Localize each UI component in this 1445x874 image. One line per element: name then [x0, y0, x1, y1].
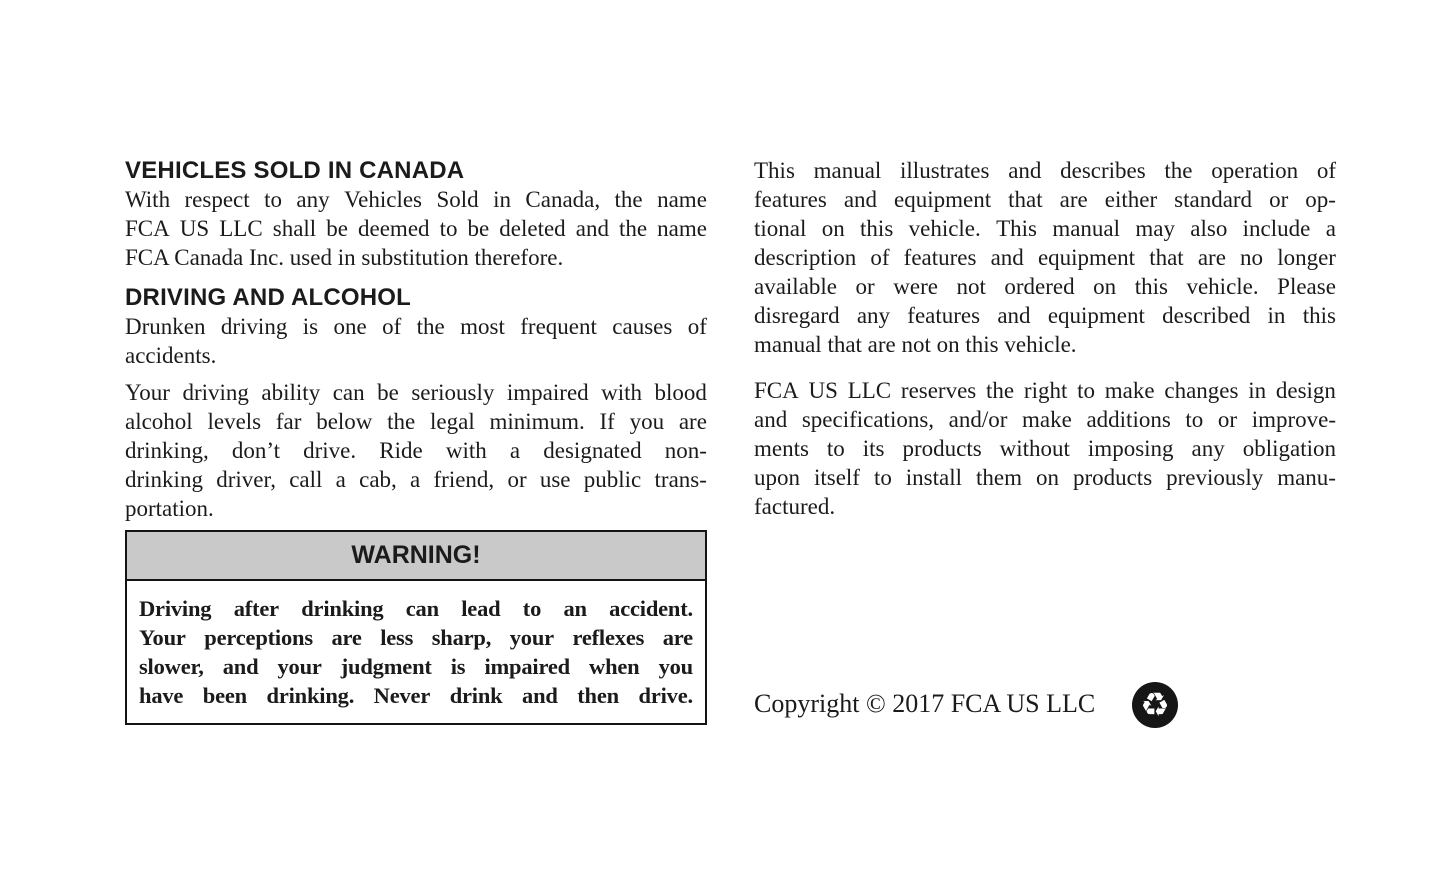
text-line: description of features and equipment that are no longer — [754, 245, 1336, 270]
text-line: FCA Canada Inc. used in substitution therefore. — [125, 245, 564, 270]
text-line: Your driving ability can be seriously impaired with blood — [125, 380, 707, 405]
text-line: FCA US LLC shall be deemed to be deleted and the name — [125, 216, 707, 241]
recycle-symbol-glyph: ♻ — [1140, 684, 1170, 724]
text-line: Driving after drinking can lead to an accident. — [139, 596, 693, 621]
text-line: This manual illustrates and describes the operation of — [754, 158, 1336, 183]
paragraph-drunken-driving — [125, 312, 707, 370]
left-column — [125, 156, 707, 725]
text-line: upon itself to install them on products previously manu- — [754, 465, 1336, 490]
text-line: slower, and your judgment is impaired when you — [139, 654, 693, 679]
text-line: tional on this vehicle. This manual may also include a — [754, 216, 1336, 241]
text-line: alcohol levels far below the legal minimum. If you are — [125, 409, 707, 434]
heading-vehicles-sold-in-canada: VEHICLES SOLD IN CANADA — [125, 157, 465, 184]
text-line: ments to its products without imposing any obligation — [754, 436, 1336, 461]
paragraph-vehicles-canada — [125, 185, 707, 272]
text-line: drinking driver, call a cab, a friend, or use public trans- — [125, 467, 707, 492]
text-line: FCA US LLC reserves the right to make changes in design — [754, 378, 1336, 403]
text-line: drinking, don’t drive. Ride with a designated non- — [125, 438, 707, 463]
heading-driving-and-alcohol: DRIVING AND ALCOHOL — [125, 284, 412, 311]
text-line: and specifications, and/or make additions to or improve- — [754, 407, 1336, 432]
copyright-line: Copyright © 2017 FCA US LLC — [754, 689, 1096, 718]
text-line: Your perceptions are less sharp, your reflexes are — [139, 625, 693, 650]
text-line: Drunken driving is one of the most frequent causes of — [125, 314, 707, 339]
warning-box — [125, 530, 707, 725]
text-line: factured. — [754, 494, 836, 519]
recycle-icon — [1132, 682, 1178, 728]
text-line: accidents. — [125, 343, 217, 368]
text-line: features and equipment that are either standard or op- — [754, 187, 1336, 212]
text-line: have been drinking. Never drink and then drive. — [139, 683, 693, 708]
right-column — [754, 156, 1336, 521]
warning-title: WARNING! — [127, 532, 705, 581]
paragraph-manual-describes — [754, 156, 1336, 359]
paragraph-fca-reserves — [754, 376, 1336, 521]
text-line: disregard any features and equipment described in this — [754, 303, 1336, 328]
text-line: available or were not ordered on this vehicle. Please — [754, 274, 1336, 299]
text-line: manual that are not on this vehicle. — [754, 332, 1077, 357]
text-line: portation. — [125, 496, 214, 521]
text-line: With respect to any Vehicles Sold in Canada, the name — [125, 187, 707, 212]
warning-body-text — [127, 581, 705, 723]
paragraph-driving-ability — [125, 378, 707, 523]
